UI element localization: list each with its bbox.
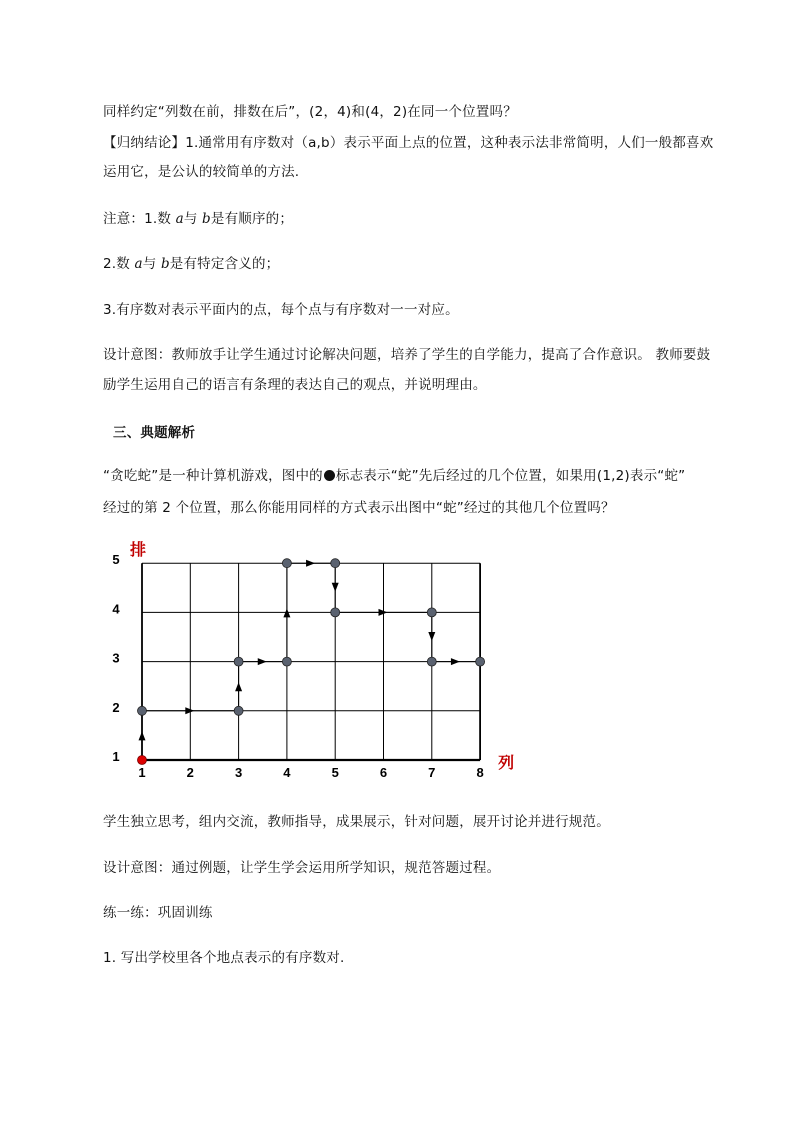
x-tick-label: 5 [331, 765, 339, 780]
snake-point [282, 657, 291, 666]
snake-game-grid-figure [100, 535, 530, 785]
problem-statement-line1 [103, 464, 723, 488]
path-segment [332, 563, 339, 612]
paragraph-conclusion [103, 131, 723, 155]
design-intent-1-line2: 励学生运用自己的语言有条理的表达自己的观点，并说明理由。 [103, 377, 487, 393]
y-tick-label: 2 [112, 699, 120, 715]
note-item-1 [103, 207, 723, 231]
path-arrow-icon [258, 658, 267, 665]
path-segment [139, 711, 146, 760]
design-intent-1-line1: 设计意图：教师放手让学生通过讨论解决问题，培养了学生的自学能力，提高了合作意识。 教师要鼓 [103, 347, 711, 363]
practice-title: 练一练：巩固训练 [103, 905, 213, 921]
y-axis-title: 排 [129, 540, 147, 559]
x-tick-label: 6 [379, 765, 388, 780]
paragraph-ordered-pair-question: 同样约定“列数在前，排数在后”，(2，4)和(4，2)在同一个位置吗？ [103, 104, 517, 120]
snake-point [234, 706, 243, 715]
path-arrow-icon [235, 682, 242, 691]
path-segment [287, 560, 335, 567]
x-axis-title: 列 [498, 753, 515, 772]
section-heading-example-analysis: 三、典题解析 [113, 425, 196, 441]
variable-a: a [175, 211, 184, 227]
path-segment [239, 658, 287, 665]
design-intent-2: 设计意图：通过例题，让学生学会运用所学知识，规范答题过程。 [103, 860, 501, 876]
practice-question-1: 1. 写出学校里各个地点表示的有序数对. [103, 950, 345, 966]
path-arrow-icon [306, 560, 315, 567]
y-tick-label: 1 [112, 749, 120, 764]
x-tick-label: 3 [234, 765, 243, 780]
note1-prefix: 注意：1.数 [103, 211, 176, 227]
path-arrow-icon [283, 608, 290, 617]
note2-mid: 与 [142, 256, 161, 272]
note2-prefix: 2.数 [103, 256, 135, 272]
note-item-2 [103, 252, 723, 276]
snake-start-point [138, 756, 147, 765]
snake-point [476, 657, 485, 666]
paragraph-conclusion-line2: 运用它，是公认的较简单的方法. [103, 164, 300, 180]
conclusion-body: 1.通常用有序数对（a,b）表示平面上点的位置，这种表示法非常简明，人们一般都喜欢 [185, 135, 714, 151]
y-tick-label: 4 [112, 601, 120, 617]
path-segment [428, 612, 435, 661]
problem-part-b: 标志表示“蛇”先后经过的几个位置，如果用(1,2)表示“蛇” [335, 468, 686, 484]
black-dot-icon [324, 470, 335, 481]
note1-end: 是有顺序的； [210, 211, 294, 227]
path-segment [235, 662, 242, 711]
note1-mid: 与 [183, 211, 203, 227]
snake-point [282, 559, 291, 568]
note2-end: 是有特定含义的； [169, 256, 280, 272]
x-tick-label: 2 [186, 765, 194, 780]
problem-statement-line2: 经过的第 2 个位置，那么你能用同样的方式表示出图中“蛇”经过的其他几个位置吗？ [103, 500, 615, 516]
variable-b: b [202, 211, 211, 227]
snake-point [331, 559, 340, 568]
note-item-3: 3.有序数对表示平面内的点，每个点与有序数对一一对应。 [103, 302, 459, 318]
path-arrow-icon [451, 658, 460, 665]
y-tick-label: 3 [112, 650, 120, 666]
path-segment [432, 658, 480, 665]
x-tick-label: 4 [283, 765, 291, 780]
snake-point [331, 608, 340, 617]
path-arrow-icon [428, 632, 435, 641]
x-tick-label: 1 [138, 765, 146, 780]
snake-point [427, 608, 436, 617]
y-tick-label: 5 [112, 552, 120, 568]
path-arrow-icon [139, 731, 146, 740]
variable-a-2: a [134, 256, 143, 272]
snake-point [234, 657, 243, 666]
paragraph-student-activity: 学生独立思考，组内交流，教师指导，成果展示，针对问题，展开讨论并进行规范。 [103, 814, 610, 830]
snake-point [138, 706, 147, 715]
x-tick-label: 8 [476, 765, 484, 780]
problem-part-a: “贪吃蛇”是一种计算机游戏，图中的 [103, 468, 323, 484]
snake-point [427, 657, 436, 666]
variable-b-2: b [160, 256, 170, 272]
path-arrow-icon [332, 583, 339, 592]
x-tick-label: 7 [428, 765, 436, 780]
conclusion-tag: 【归纳结论】 [103, 135, 186, 151]
